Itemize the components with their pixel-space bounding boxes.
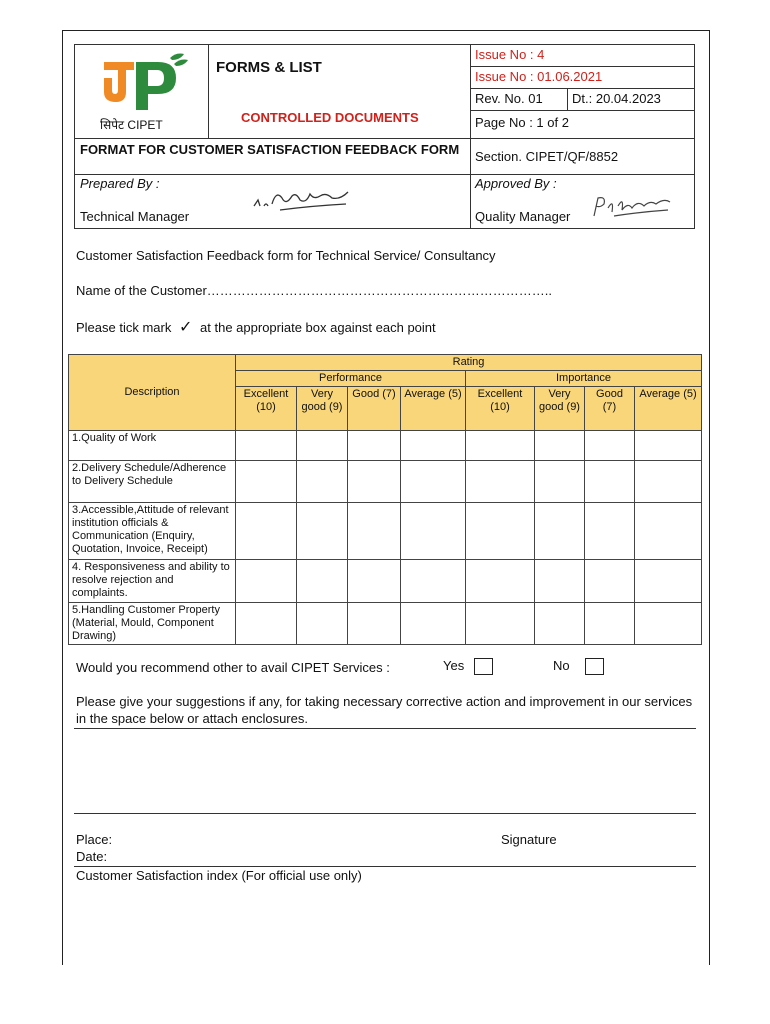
- rating-cell[interactable]: [535, 560, 585, 603]
- col-header: Very good (9): [535, 387, 585, 431]
- col-header: Average (5): [401, 387, 466, 431]
- rating-cell[interactable]: [535, 431, 585, 461]
- rating-cell[interactable]: [585, 503, 635, 560]
- rating-cell[interactable]: [297, 603, 348, 645]
- rating-cell[interactable]: [466, 560, 535, 603]
- rating-cell[interactable]: [236, 603, 297, 645]
- table-row: [69, 431, 702, 461]
- rating-cell[interactable]: [585, 603, 635, 645]
- recommend-question: Would you recommend other to avail CIPET Services :: [76, 660, 390, 675]
- check-icon: ✓: [179, 319, 193, 336]
- date-label: Date:: [76, 849, 108, 864]
- rating-cell[interactable]: [348, 603, 401, 645]
- rating-cell[interactable]: [635, 431, 702, 461]
- rev-no: Rev. No. 01: [475, 91, 543, 106]
- row-description: 4. Responsiveness and ability to resolve rejection and complaints.: [69, 560, 236, 603]
- suggestion-line-1: [74, 728, 696, 729]
- prepared-role: Technical Manager: [80, 209, 190, 224]
- rev-date: Dt.: 20.04.2023: [572, 91, 661, 106]
- rating-cell[interactable]: [585, 431, 635, 461]
- cipet-logo: [100, 52, 190, 112]
- table-row: [69, 461, 702, 503]
- issue-date: Issue No : 01.06.2021: [475, 69, 603, 84]
- rating-cell[interactable]: [348, 560, 401, 603]
- rating-cell[interactable]: [236, 503, 297, 560]
- rating-cell[interactable]: [236, 431, 297, 461]
- table-row: [69, 560, 702, 603]
- no-label: No: [553, 658, 570, 673]
- no-checkbox[interactable]: [585, 658, 604, 675]
- rating-cell[interactable]: [635, 560, 702, 603]
- rating-cell[interactable]: [348, 461, 401, 503]
- no-option[interactable]: [553, 658, 604, 675]
- row-description: 1.Quality of Work: [69, 431, 236, 461]
- col-header: Excellent (10): [466, 387, 535, 431]
- row-description: 5.Handling Customer Property (Material, Mould, Component Drawing): [69, 603, 236, 645]
- col-header: Average (5): [635, 387, 702, 431]
- rating-cell[interactable]: [297, 461, 348, 503]
- rating-header: Rating: [236, 355, 702, 371]
- csi-label: Customer Satisfaction index (For official use only): [76, 868, 362, 883]
- rating-cell[interactable]: [401, 503, 466, 560]
- rating-cell[interactable]: [401, 431, 466, 461]
- rating-cell[interactable]: [466, 603, 535, 645]
- rating-cell[interactable]: [401, 560, 466, 603]
- suggestions-area[interactable]: [74, 730, 696, 812]
- customer-name-field[interactable]: Name of the Customer……………………………………………………………………..: [76, 283, 552, 298]
- controlled-documents: CONTROLLED DOCUMENTS: [241, 110, 419, 125]
- rating-cell[interactable]: [535, 503, 585, 560]
- rating-cell[interactable]: [466, 431, 535, 461]
- row-description: 3.Accessible,Attitude of relevant institution officials & Communication (Enquiry, Quotation, Invoice, Receipt): [69, 503, 236, 560]
- rating-cell[interactable]: [348, 503, 401, 560]
- col-header: Good (7): [348, 387, 401, 431]
- yes-label: Yes: [443, 658, 465, 673]
- approved-by-label: Approved By :: [475, 176, 557, 191]
- divider-line: [74, 866, 696, 867]
- approved-signature: [590, 190, 680, 227]
- rating-cell[interactable]: [635, 603, 702, 645]
- place-label: Place:: [76, 832, 113, 847]
- intro-title: Customer Satisfaction Feedback form for Technical Service/ Consultancy: [76, 248, 496, 263]
- rating-cell[interactable]: [297, 431, 348, 461]
- rating-cell[interactable]: [635, 461, 702, 503]
- yes-checkbox[interactable]: [474, 658, 493, 675]
- rating-cell[interactable]: [401, 461, 466, 503]
- form-title: FORMAT FOR CUSTOMER SATISFACTION FEEDBACK FORM: [80, 142, 460, 157]
- logo-text: सिपेट CIPET: [100, 118, 163, 132]
- col-header: Excellent (10): [236, 387, 297, 431]
- prepared-by-label: Prepared By :: [80, 176, 160, 191]
- tick-rest: at the appropriate box against each point: [200, 320, 436, 335]
- rating-cell[interactable]: [585, 560, 635, 603]
- rating-cell[interactable]: [348, 431, 401, 461]
- rating-cell[interactable]: [535, 603, 585, 645]
- rating-cell[interactable]: [236, 461, 297, 503]
- rating-cell[interactable]: [585, 461, 635, 503]
- description-header: Description: [69, 355, 236, 431]
- yes-option[interactable]: [443, 658, 493, 675]
- signature-label: Signature: [501, 832, 557, 847]
- prepared-signature: [250, 182, 360, 219]
- issue-no: Issue No : 4: [475, 47, 545, 62]
- rating-cell[interactable]: [297, 503, 348, 560]
- col-header: Very good (9): [297, 387, 348, 431]
- page-no: Page No : 1 of 2: [475, 115, 569, 130]
- tick-instruction: [76, 317, 436, 337]
- rating-cell[interactable]: [535, 461, 585, 503]
- rating-cell[interactable]: [635, 503, 702, 560]
- approved-role: Quality Manager: [475, 209, 571, 224]
- suggestions-text: Please give your suggestions if any, for taking necessary corrective action and improvement in our services in the space below or attach enclosures.: [76, 694, 693, 726]
- row-description: 2.Delivery Schedule/Adherence to Delivery Schedule: [69, 461, 236, 503]
- col-header: Good (7): [585, 387, 635, 431]
- table-row: [69, 503, 702, 560]
- rating-table: [68, 354, 702, 645]
- suggestion-line-2: [74, 813, 696, 814]
- rating-cell[interactable]: [466, 461, 535, 503]
- rating-cell[interactable]: [466, 503, 535, 560]
- rating-cell[interactable]: [236, 560, 297, 603]
- importance-header: Importance: [466, 371, 702, 387]
- section-code: Section. CIPET/QF/8852: [475, 149, 619, 164]
- table-row: [69, 603, 702, 645]
- tick-label: Please tick mark: [76, 320, 172, 335]
- forms-title: FORMS & LIST: [216, 59, 322, 76]
- rating-cell[interactable]: [401, 603, 466, 645]
- performance-header: Performance: [236, 371, 466, 387]
- rating-cell[interactable]: [297, 560, 348, 603]
